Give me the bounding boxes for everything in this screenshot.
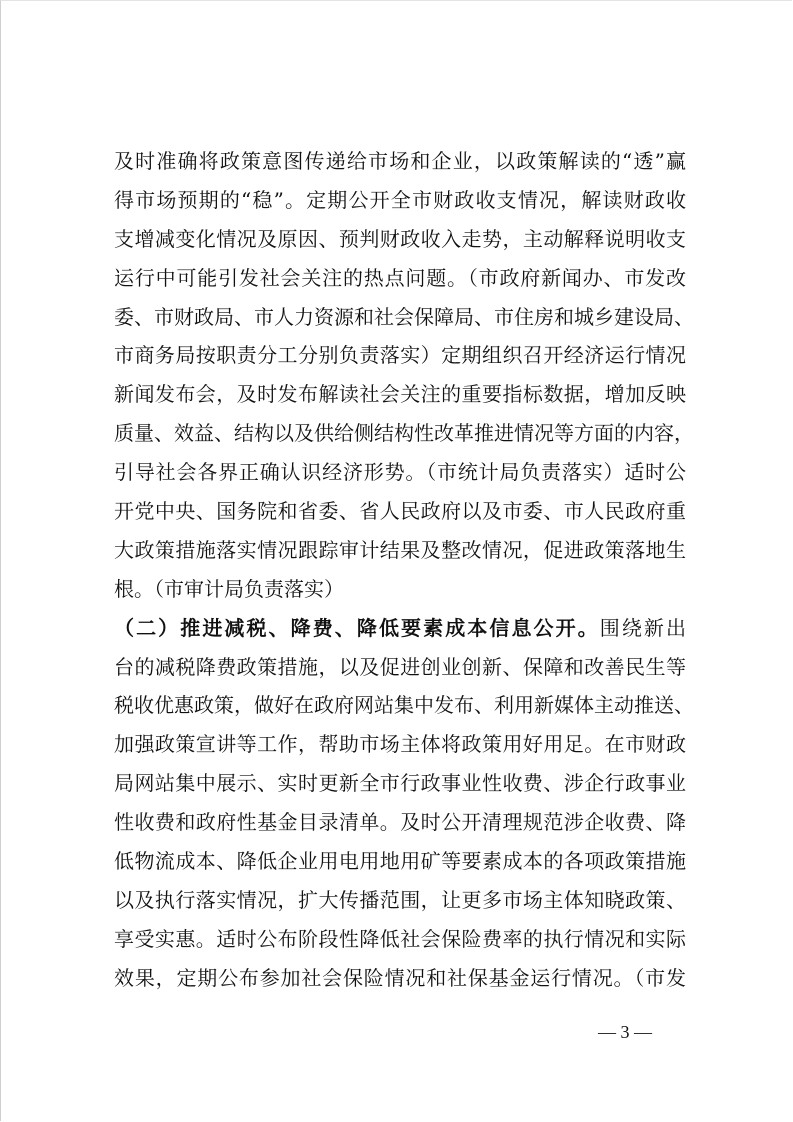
line-text: 支增减变化情况及原因、预判财政收入走势，主动解释说明收支 xyxy=(114,226,686,251)
body-line-16 xyxy=(114,725,686,764)
line-text: 台的减税降费政策措施，以及促进创业创新、保障和改善民生等 xyxy=(114,654,686,679)
body-line-19 xyxy=(114,842,686,881)
body-line-1 xyxy=(114,142,686,181)
body-line-22 xyxy=(114,959,686,998)
section-heading: （二）推进减税、降费、降低要素成本信息公开。 xyxy=(114,615,600,640)
line-text: 以及执行落实情况，扩大传播范围，让更多市场主体知晓政策、 xyxy=(114,887,686,912)
body-line-21 xyxy=(114,920,686,959)
section-heading-line xyxy=(114,609,686,648)
body-line-9 xyxy=(114,453,686,492)
document-body xyxy=(114,142,694,998)
line-text: 市商务局按职责分工分别负责落实）定期组织召开经济运行情况 xyxy=(114,343,686,368)
line-text: 及时准确将政策意图传递给市场和企业，以政策解读的“透”赢 xyxy=(114,149,686,173)
body-line-4 xyxy=(114,259,686,298)
page-number: — 3 — xyxy=(598,1022,652,1042)
body-line-5 xyxy=(114,298,694,337)
body-line-7 xyxy=(114,375,686,414)
line-text: 引导社会各界正确认识经济形势。（市统计局负责落实）适时公 xyxy=(114,460,686,485)
line-text: 性收费和政府性基金目录清单。及时公开清理规范涉企收费、降 xyxy=(114,810,686,835)
line-text: 局网站集中展示、实时更新全市行政事业性收费、涉企行政事业 xyxy=(114,771,686,796)
body-line-17 xyxy=(114,764,686,803)
line-text: 大政策措施落实情况跟踪审计结果及整改情况，促进政策落地生 xyxy=(114,537,686,562)
line-text: 根。（市审计局负责落实） xyxy=(114,576,344,601)
line-text: 质量、效益、结构以及供给侧结构性改革推进情况等方面的内容， xyxy=(114,421,694,446)
line-text: 享受实惠。适时公布阶段性降低社会保险费率的执行情况和实际 xyxy=(114,926,686,951)
body-line-3 xyxy=(114,220,686,259)
body-line-18 xyxy=(114,803,686,842)
line-text: 低物流成本、降低企业用电用地用矿等要素成本的各项政策措施 xyxy=(114,849,686,874)
line-text: 新闻发布会，及时发布解读社会关注的重要指标数据，增加反映 xyxy=(114,382,686,407)
body-line-14 xyxy=(114,648,686,687)
line-text: 效果，定期公布参加社会保险情况和社保基金运行情况。（市发 xyxy=(114,965,686,990)
body-line-12 xyxy=(114,570,686,609)
line-text: 加强政策宣讲等工作，帮助市场主体将政策用好用足。在市财政 xyxy=(114,732,686,757)
body-line-11 xyxy=(114,531,686,570)
body-line-2 xyxy=(114,181,686,220)
body-line-8 xyxy=(114,414,694,453)
body-line-15 xyxy=(114,686,694,725)
body-line-10 xyxy=(114,492,686,531)
line-text: 运行中可能引发社会关注的热点问题。（市政府新闻办、市发改 xyxy=(114,265,686,290)
line-text: 得市场预期的“稳”。定期公开全市财政收支情况，解读财政收 xyxy=(114,187,686,212)
line-text: 围绕新出 xyxy=(599,615,687,640)
line-text: 委、市财政局、市人力资源和社会保障局、市住房和城乡建设局、 xyxy=(114,304,694,329)
body-line-6 xyxy=(114,336,686,375)
line-text: 开党中央、国务院和省委、省人民政府以及市委、市人民政府重 xyxy=(114,499,686,524)
body-line-20 xyxy=(114,881,686,920)
line-text: 税收优惠政策，做好在政府网站集中发布、利用新媒体主动推送、 xyxy=(114,693,694,718)
